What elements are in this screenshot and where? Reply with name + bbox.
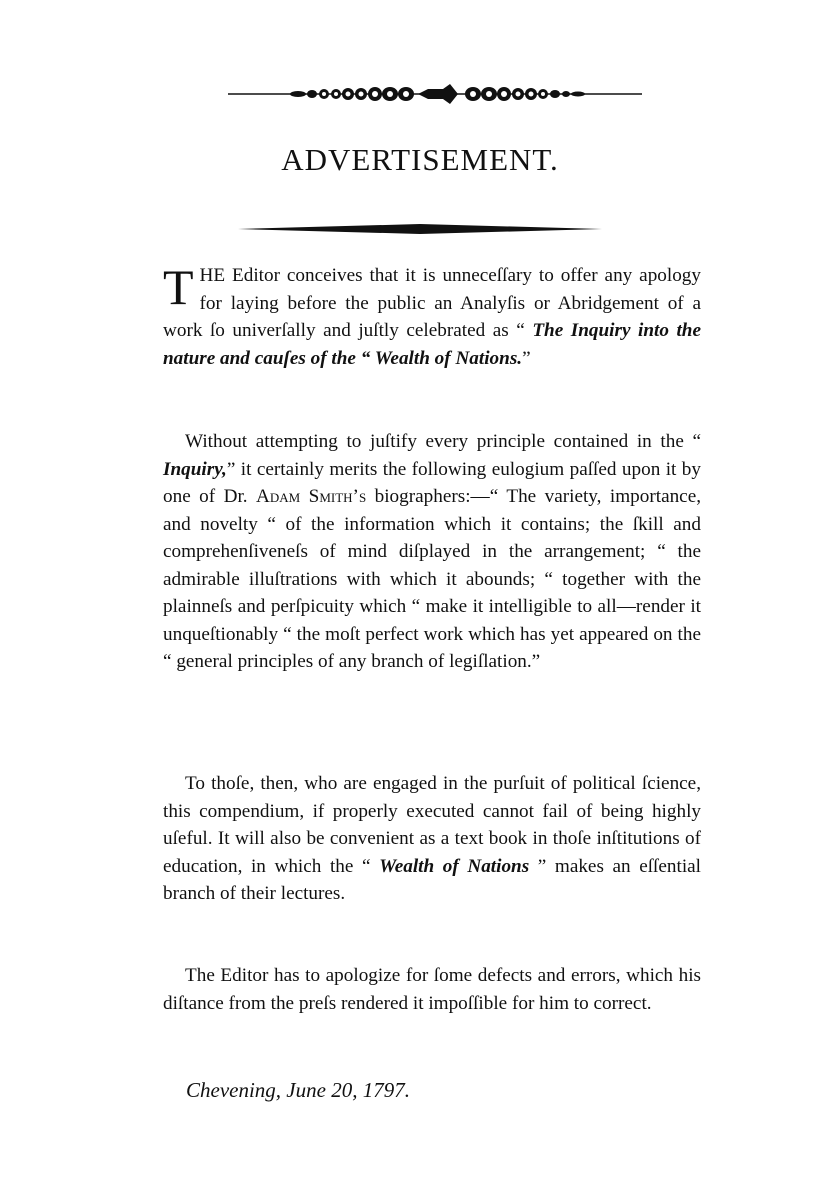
paragraph-3 bbox=[163, 770, 701, 908]
paragraph-4-text: The Editor has to apologize for ſome defects and errors, which his diſtance from the preſs rendered it impoſſible for him to correct. bbox=[163, 965, 701, 1014]
page-title: ADVERTISEMENT. bbox=[281, 142, 559, 177]
paragraph-2-quote: biographers:—“ The variety, importance, and novelty “ of the information which it contains; the ſkill and comprehenſiveneſs of mind diſplayed in the arrangement; “ the admirable illuſtrations with which it abounds; “ together with the plainneſs and perſpicuity which “ make it intelligible to all—render it unqueſtionably “ the moſt perfect work which has yet appeared on the “ general principles of any branch of legiſlation.” bbox=[163, 486, 702, 672]
dateline: Chevening, June 20, 1797. bbox=[186, 1078, 410, 1102]
paragraph-2-text-b: ” it certainly merits the following eulogium paſſed upon it by one of Dr. bbox=[163, 458, 701, 507]
paragraph-3-text-b: ” makes an eſſential branch of their lectures. bbox=[163, 855, 702, 904]
wealth-of-nations-italic: Wealth of Nations bbox=[379, 855, 530, 877]
work-title-italic: The Inquiry into the nature and cauſes of the “ Wealth of Nations. bbox=[163, 320, 701, 369]
paragraph-2-text-a: Without attempting to juſtify every principle contained in the “ bbox=[185, 431, 701, 452]
ornament-divider-top bbox=[228, 80, 642, 108]
paragraph-1 bbox=[163, 259, 701, 372]
author-name-smallcaps: Adam Smith’s bbox=[256, 486, 367, 507]
paragraph-3-text-a: To thoſe, then, who are engaged in the purſuit of political ſcience, this compendium, if properly executed cannot fail of being highly uſeful. It will also be convenient as a text book in thoſe inſtitutions of education, in which the “ bbox=[163, 773, 701, 877]
paragraph-4 bbox=[163, 962, 701, 1017]
paragraph-1-text: HE Editor conceives that it is unneceſſary to offer any apology for laying before the public an Analyſis or Abridgement of a work ſo univerſally and juſtly celebrated as “ bbox=[163, 265, 701, 341]
paragraph-2 bbox=[163, 428, 701, 676]
paragraph-1-close: ” bbox=[522, 347, 531, 369]
inquiry-italic: Inquiry, bbox=[163, 458, 227, 480]
drop-cap: T bbox=[163, 259, 194, 315]
tapered-rule-divider bbox=[238, 222, 602, 236]
